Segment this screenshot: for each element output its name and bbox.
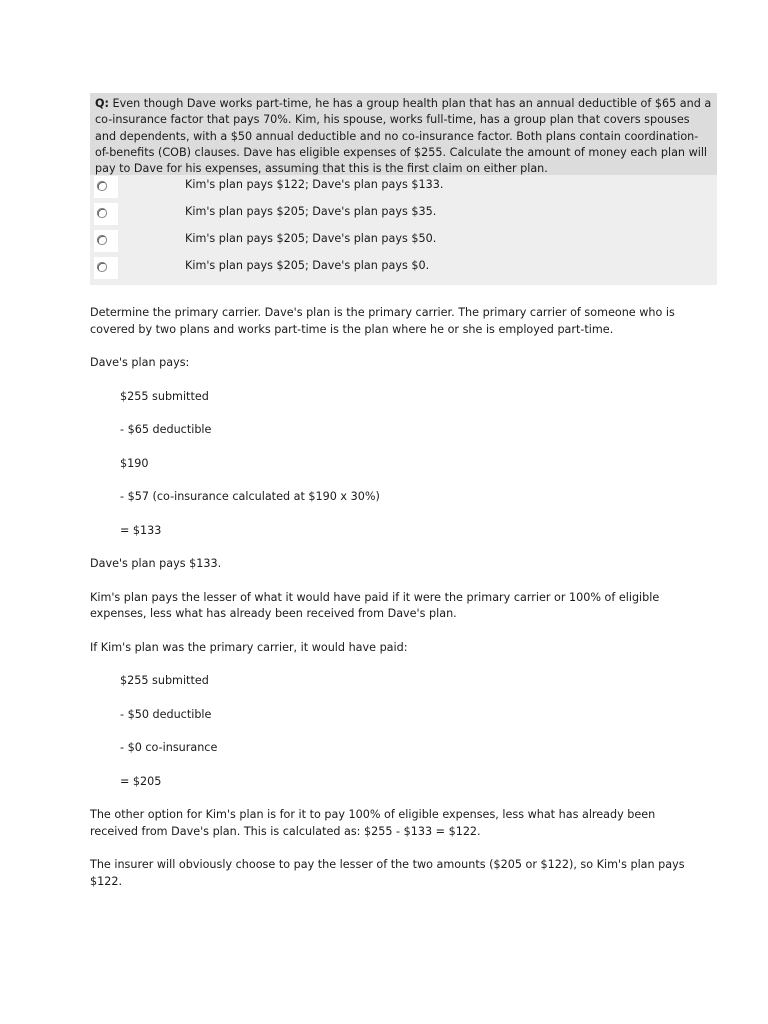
option-label: Kim's plan pays $122; Dave's plan pays $133. [185, 178, 444, 191]
radio-button[interactable] [94, 257, 118, 279]
explanation [90, 305, 690, 890]
calc-line: - $57 (co-insurance calculated at $190 x 30%) [120, 490, 380, 503]
question-text [90, 93, 717, 175]
option-label: Kim's plan pays $205; Dave's plan pays $35. [185, 205, 437, 218]
answer-option-4[interactable] [90, 256, 717, 283]
question-label: Q: [95, 97, 109, 110]
other-option-text: The other option for Kim's plan is for it to pay 100% of eligible expenses, less what has already been received from Dave's plan. This is calculated as: $255 - $133 = $122. [90, 808, 656, 838]
answer-option-3[interactable] [90, 229, 717, 256]
radio-button[interactable] [94, 176, 118, 198]
answer-option-1[interactable] [90, 175, 717, 202]
option-label: Kim's plan pays $205; Dave's plan pays $50. [185, 232, 437, 245]
calc-line: - $50 deductible [120, 707, 212, 721]
calc-line: $255 submitted [120, 389, 209, 403]
radio-button[interactable] [94, 230, 118, 252]
kims-plan-header: If Kim's plan was the primary carrier, it would have paid: [90, 640, 408, 654]
calc-line: = $205 [120, 774, 162, 788]
option-label: Kim's plan pays $205; Dave's plan pays $0. [185, 259, 430, 272]
calc-line: - $65 deductible [120, 423, 212, 436]
daves-plan-result: Dave's plan pays $133. [90, 557, 222, 570]
calc-line: $190 [120, 456, 149, 470]
conclusion-text: The insurer will obviously choose to pay the lesser of the two amounts ($205 or $122), so Kim's plan pays $122. [90, 858, 685, 888]
radio-button[interactable] [94, 203, 118, 225]
calc-line: = $133 [120, 523, 162, 537]
question-box [90, 93, 717, 285]
daves-plan-header: Dave's plan pays: [90, 356, 190, 369]
question-body: Even though Dave works part-time, he has a group health plan that has an annual deductible of $65 and a co-insurance factor that pays 70%. Kim, his spouse, works full-time, has a group plan that covers spouses and dependents, with a $50 annual deductible and no co-insurance factor. Both plans contain coordination-of-benefits (COB) clauses. Dave has eligible expenses of $255. Calculate the amount of money each plan will pay to Dave for his expenses, assuming that this is the first claim on either plan. [95, 97, 712, 176]
kims-plan-rule: Kim's plan pays the lesser of what it would have paid if it were the primary carrier or 100% of eligible expenses, less what has already been received from Dave's plan. [90, 590, 660, 620]
calc-line: $255 submitted [120, 674, 209, 687]
explanation-intro: Determine the primary carrier. Dave's plan is the primary carrier. The primary carrier of someone who is covered by two plans and works part-time is the plan where he or she is employed part-time. [90, 306, 675, 336]
answer-option-2[interactable] [90, 202, 717, 229]
calc-line: - $0 co-insurance [120, 741, 218, 754]
